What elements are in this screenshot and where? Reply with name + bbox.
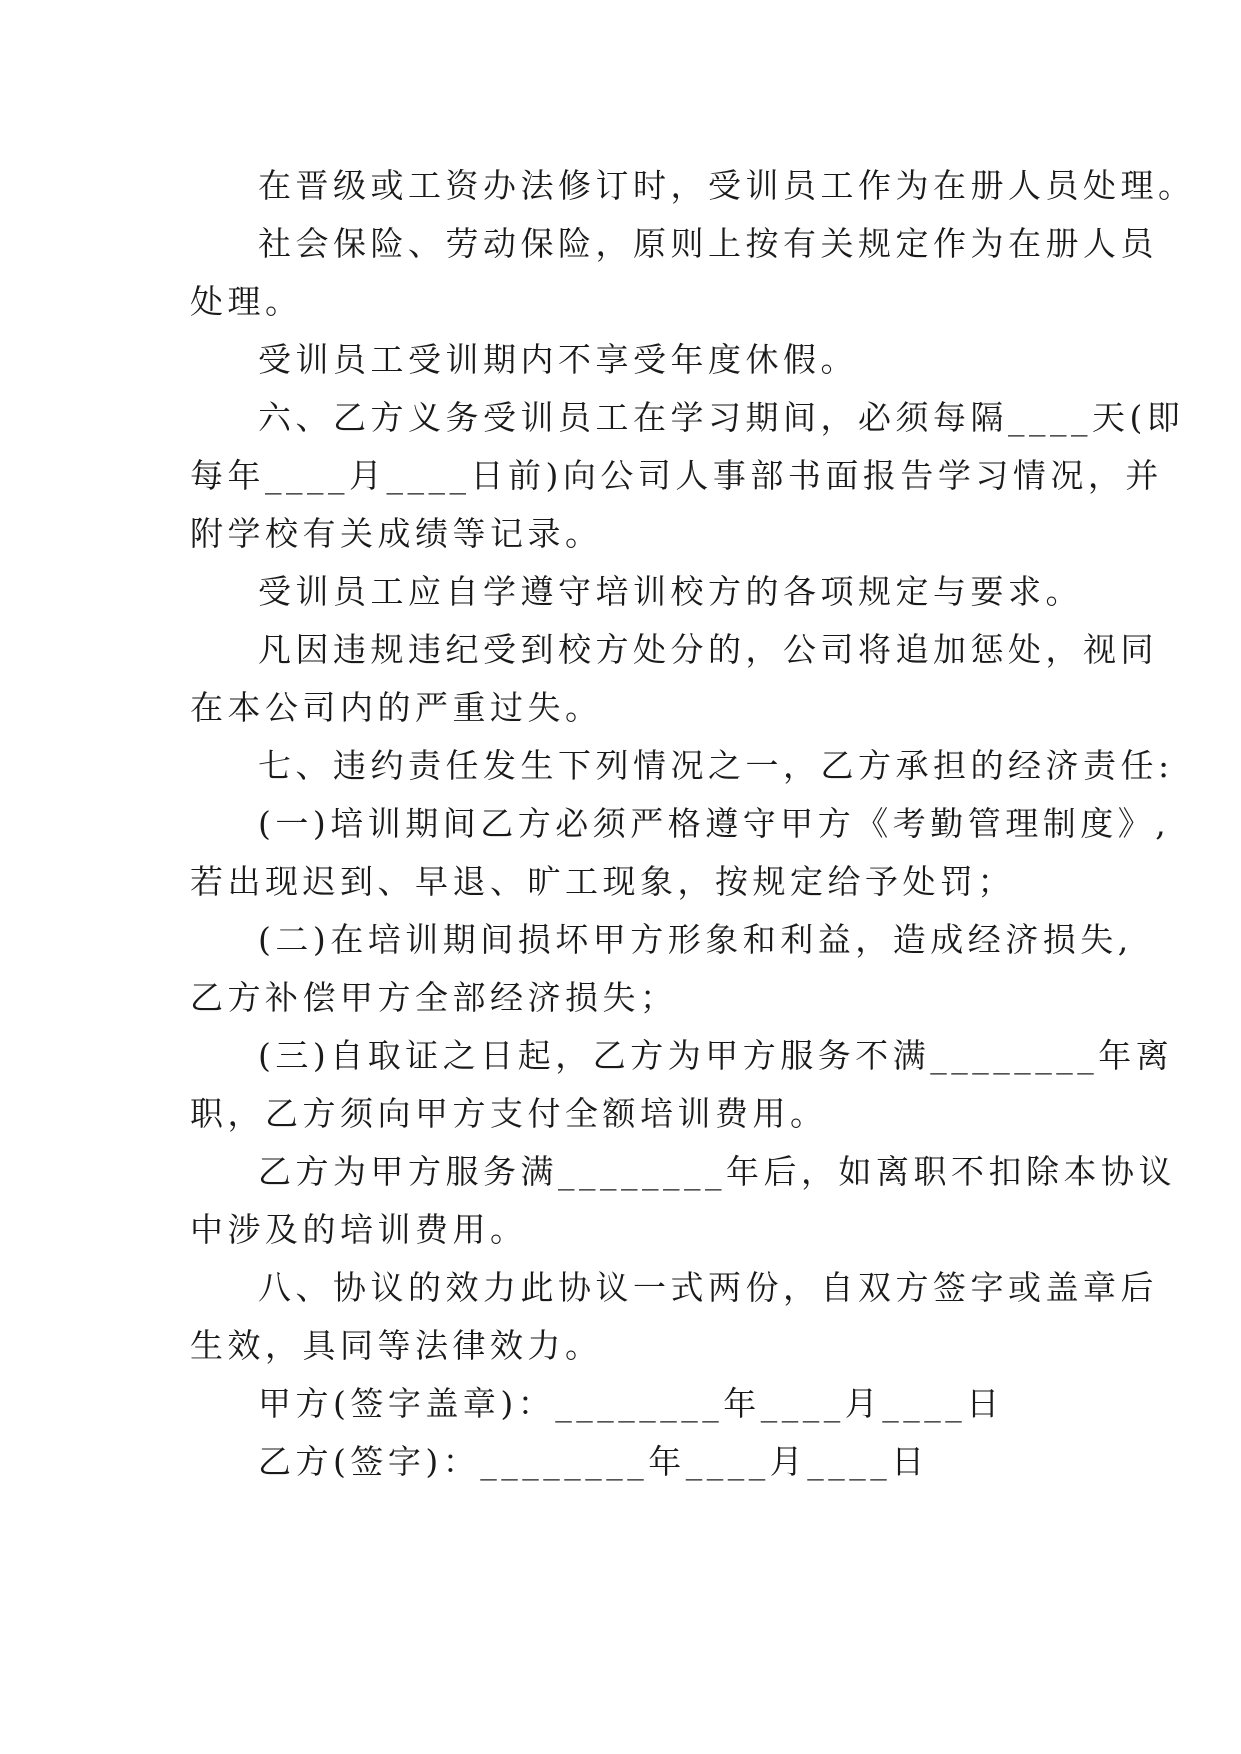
paragraph-line: 处理。 [190, 282, 303, 321]
paragraph-line: 凡因违规违纪受到校方处分的，公司将追加惩处，视同 [258, 630, 1158, 669]
paragraph-line: 若出现迟到、早退、旷工现象，按规定给予处罚； [190, 862, 1015, 901]
paragraph-line: 六、乙方义务受训员工在学习期间，必须每隔____天(即 [258, 398, 1185, 437]
paragraph-line: 乙方补偿甲方全部经济损失； [190, 978, 678, 1017]
paragraph-line: 乙方为甲方服务满________年后，如离职不扣除本协议 [258, 1152, 1176, 1191]
paragraph-line: 中涉及的培训费用。 [190, 1210, 528, 1249]
signature-line-party-b: 乙方(签字)：________年____月____日 [258, 1442, 929, 1481]
paragraph-line: 在晋级或工资办法修订时，受训员工作为在册人员处理。 [258, 166, 1196, 205]
paragraph-line: 生效，具同等法律效力。 [190, 1326, 603, 1365]
paragraph-line: 职，乙方须向甲方支付全额培训费用。 [190, 1094, 828, 1133]
paragraph-line: (一)培训期间乙方必须严格遵守甲方《考勤管理制度》, [258, 804, 1171, 843]
paragraph-line: 每年____月____日前)向公司人事部书面报告学习情况，并 [190, 456, 1163, 495]
paragraph-line: 社会保险、劳动保险，原则上按有关规定作为在册人员 [258, 224, 1158, 263]
paragraph-line: 在本公司内的严重过失。 [190, 688, 603, 727]
paragraph-line: (三)自取证之日起，乙方为甲方服务不满________年离 [258, 1036, 1174, 1075]
signature-line-party-a: 甲方(签字盖章)：________年____月____日 [258, 1384, 1004, 1423]
paragraph-line: (二)在培训期间损坏甲方形象和利益，造成经济损失, [258, 920, 1133, 959]
paragraph-line: 八、协议的效力此协议一式两份，自双方签字或盖章后 [258, 1268, 1158, 1307]
paragraph-line: 受训员工受训期内不享受年度休假。 [258, 340, 858, 379]
paragraph-line: 附学校有关成绩等记录。 [190, 514, 603, 553]
paragraph-line: 七、违约责任发生下列情况之一，乙方承担的经济责任: [258, 746, 1174, 785]
paragraph-line: 受训员工应自学遵守培训校方的各项规定与要求。 [258, 572, 1083, 611]
